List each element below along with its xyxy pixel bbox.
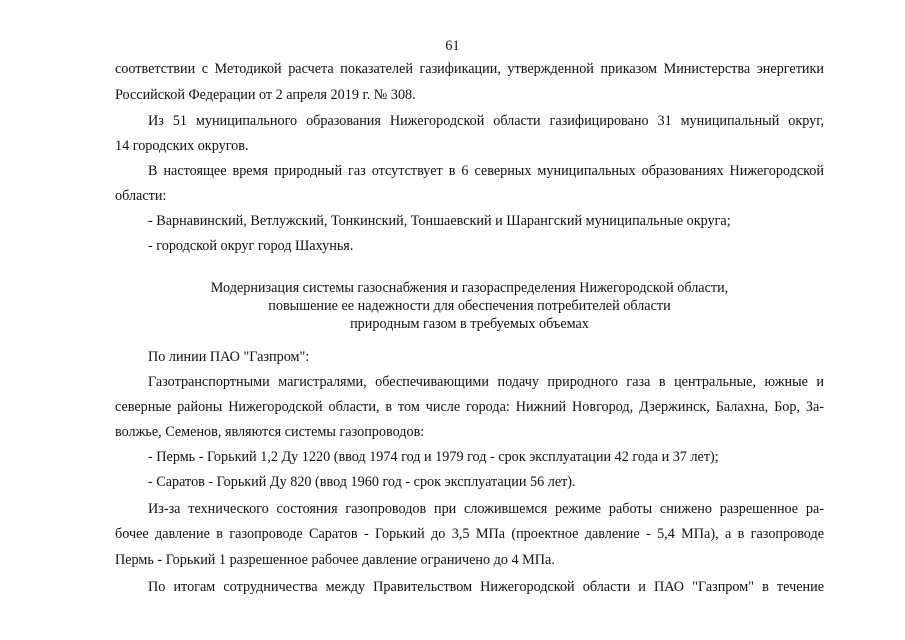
text-line: В настоящее время природный газ отсутствует в 6 северных муниципальных образованиях Нижегородской	[148, 163, 824, 179]
text-line: Газотранспортными магистралями, обеспечивающими подачу природного газа в центральные, южные и	[148, 374, 824, 390]
section-heading: повышение ее надежности для обеспечения потребителей области	[268, 298, 671, 314]
text-line: волжье, Семенов, являются системы газопроводов:	[115, 424, 425, 440]
text-line: северные районы Нижегородской области, в том числе города: Нижний Новгород, Дзержинск, Балахна, Бор, За-	[115, 399, 824, 415]
text-line: Из 51 муниципального образования Нижегородской области газифицировано 31 муниципальный округ,	[148, 113, 824, 129]
text-line: Пермь - Горький 1 разрешенное рабочее давление ограничено до 4 МПа.	[115, 552, 555, 568]
text-line: По линии ПАО "Газпром":	[148, 349, 310, 365]
text-line: 14 городских округов.	[115, 138, 249, 154]
section-heading: Модернизация системы газоснабжения и газораспределения Нижегородской области,	[210, 280, 729, 296]
section-heading: природным газом в требуемых объемах	[350, 316, 589, 332]
list-item: - Варнавинский, Ветлужский, Тонкинский, Тоншаевский и Шарангский муниципальные округа;	[148, 213, 731, 229]
list-item: - Саратов - Горький Ду 820 (ввод 1960 год - срок эксплуатации 56 лет).	[148, 474, 576, 490]
list-item: - Пермь - Горький 1,2 Ду 1220 (ввод 1974 год и 1979 год - срок эксплуатации 42 года и 37 лет);	[148, 449, 719, 465]
text-line: Российской Федерации от 2 апреля 2019 г. № 308.	[115, 87, 416, 103]
list-item: - городской округ город Шахунья.	[148, 238, 354, 254]
text-line: По итогам сотрудничества между Правительством Нижегородской области и ПАО "Газпром" в течение	[148, 579, 824, 595]
text-line: бочее давление в газопроводе Саратов - Горький до 3,5 МПа (проектное давление - 5,4 МПа), а в газопроводе	[115, 526, 824, 542]
text-line: Из-за технического состояния газопроводов при сложившемся режиме работы снижено разрешенное ра-	[148, 501, 824, 517]
text-line: соответствии с Методикой расчета показателей газификации, утвержденной приказом Министерства энергетики	[115, 61, 824, 77]
page-number: 61	[445, 38, 460, 54]
text-line: области:	[115, 188, 167, 204]
